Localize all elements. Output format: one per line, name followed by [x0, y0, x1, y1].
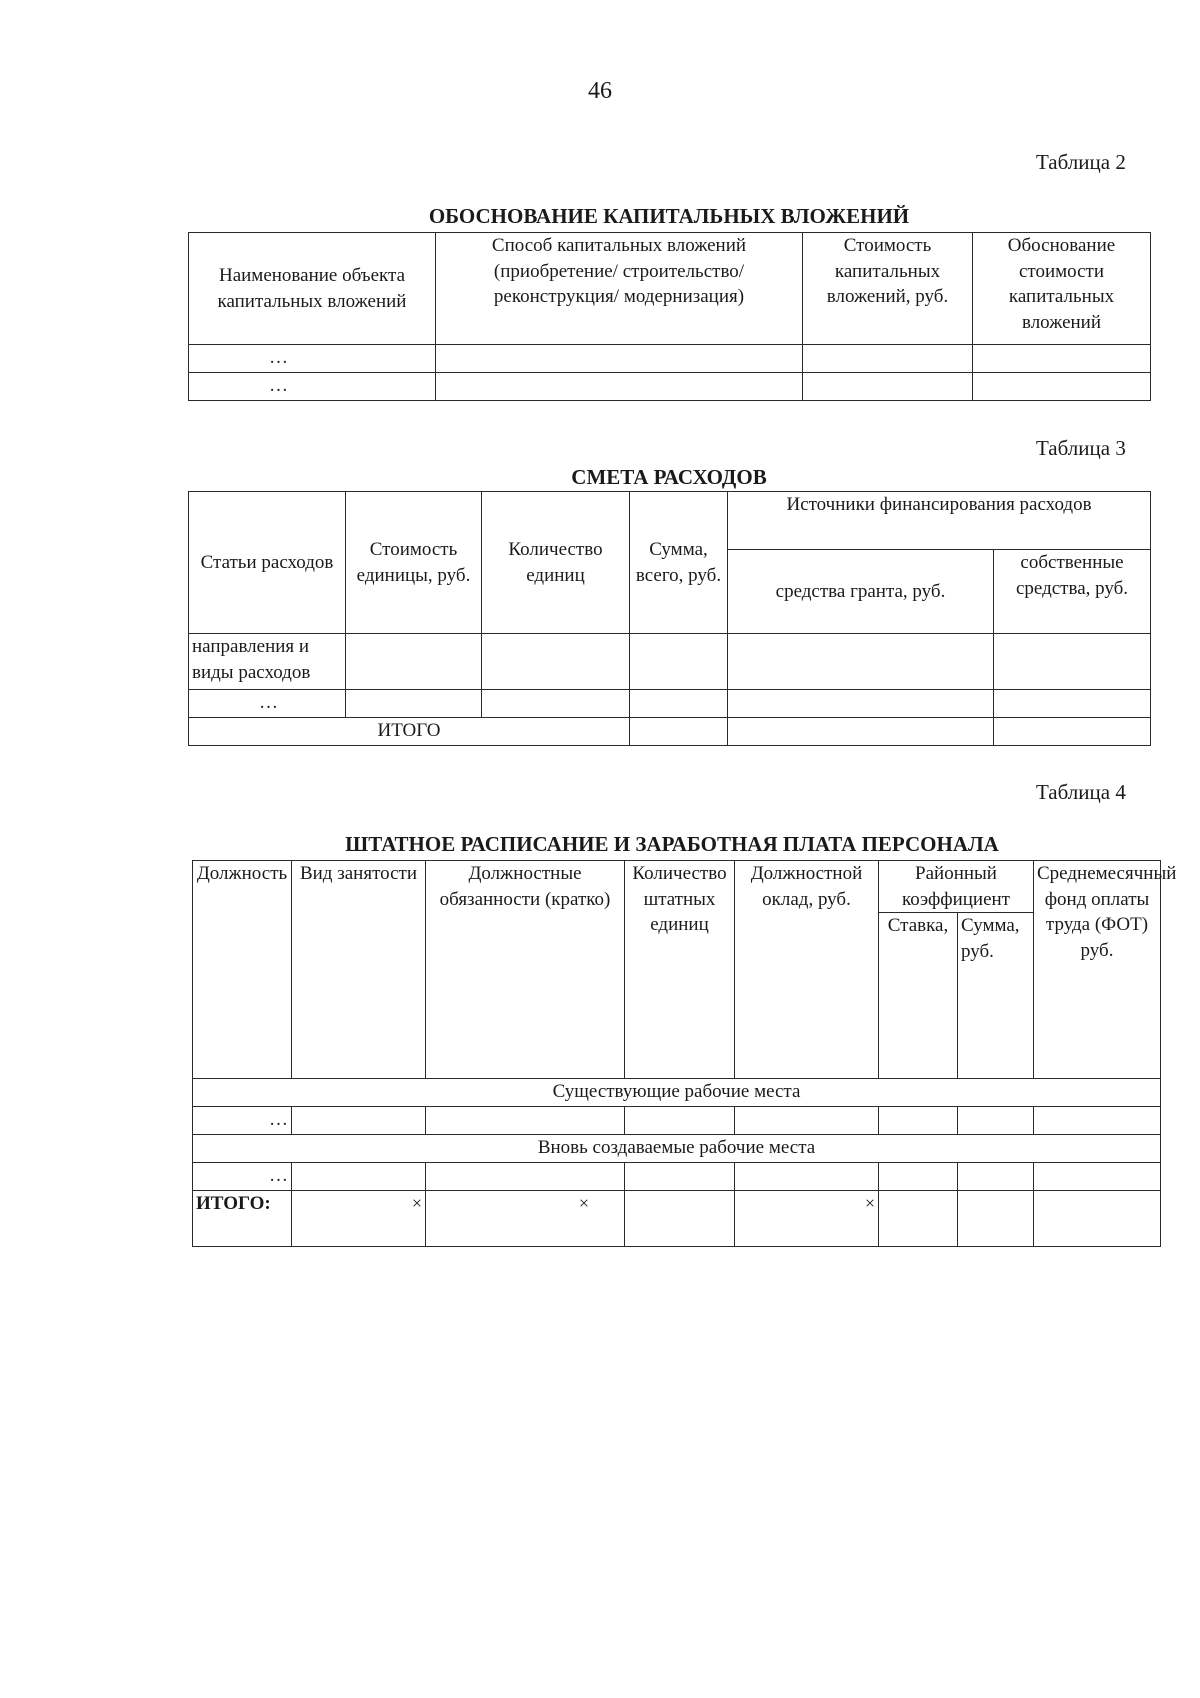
table-cell — [879, 1107, 958, 1135]
table-cell — [994, 718, 1151, 746]
table4-header-rate: Ставка, — [879, 913, 958, 1079]
table-cell — [735, 1163, 879, 1191]
table-cell — [1034, 1163, 1161, 1191]
table-cell — [973, 345, 1151, 373]
table4-header-duties: Должностные обязанности (кратко) — [426, 861, 625, 1079]
table-row — [193, 1107, 1161, 1135]
table3-header-unit-cost: Стоимость единицы, руб. — [346, 492, 482, 634]
table-cell — [346, 690, 482, 718]
table-row — [189, 373, 1151, 401]
table2-header-method: Способ капитальных вложений (приобретение/ строительство/реконструкция/ модернизация) — [436, 233, 803, 345]
table-cell — [973, 373, 1151, 401]
table-cell — [994, 690, 1151, 718]
table-total-row — [189, 718, 1151, 746]
table-cell — [426, 1107, 625, 1135]
table4-header-position: Должность — [193, 861, 292, 1079]
table4-header-row — [193, 861, 1161, 913]
table-cell — [625, 1163, 735, 1191]
table-cell — [292, 1107, 426, 1135]
table2-header-object: Наименование объекта капитальных вложений — [189, 233, 436, 345]
section-existing-label: Существующие рабочие места — [193, 1079, 1161, 1107]
table-cell — [1034, 1191, 1161, 1247]
table-cell — [630, 718, 728, 746]
page-number: 46 — [588, 78, 612, 104]
section-new-label: Вновь создаваемые рабочие места — [193, 1135, 1161, 1163]
table3-header-quantity: Количество единиц — [482, 492, 630, 634]
table-cell — [728, 718, 994, 746]
table-cell — [482, 690, 630, 718]
table3-header-items: Статьи расходов — [189, 492, 346, 634]
table-cell — [728, 634, 994, 690]
table-cell: … — [189, 373, 436, 401]
table-cell: … — [189, 690, 346, 718]
table-cell — [735, 1107, 879, 1135]
table-cell — [292, 1163, 426, 1191]
table-cell — [346, 634, 482, 690]
table3-header-sources: Источники финансирования расходов — [728, 492, 1151, 550]
table4-header-fund: Среднемесячный фонд оплаты труда (ФОТ) руб. — [1034, 861, 1161, 1079]
staffing-table — [192, 860, 1177, 1247]
table-cell: … — [193, 1163, 292, 1191]
table-cell: направления и виды расходов — [189, 634, 346, 690]
table3-title: СМЕТА РАСХОДОВ — [571, 465, 767, 489]
table-row — [189, 634, 1151, 690]
table4-header-regional: Районный коэффициент — [879, 861, 1034, 913]
table4-header-employment: Вид занятости — [292, 861, 426, 1079]
table-cell — [625, 1191, 735, 1247]
table4-total-label: ИТОГО: — [193, 1191, 292, 1247]
table-cell — [879, 1191, 958, 1247]
table2-header-cost: Стоимость капитальных вложений, руб. — [803, 233, 973, 345]
table4-section-new — [193, 1135, 1161, 1163]
table2-title: ОБОСНОВАНИЕ КАПИТАЛЬНЫХ ВЛОЖЕНИЙ — [428, 204, 910, 228]
table-cell — [958, 1107, 1034, 1135]
table-cell — [803, 345, 973, 373]
table-cell — [958, 1163, 1034, 1191]
expense-estimate-table — [188, 491, 1151, 746]
table-cell: … — [189, 345, 436, 373]
table3-header-own: собственные средства, руб. — [994, 550, 1151, 634]
table3-label: Таблица 3 — [1036, 436, 1126, 460]
table3-header-grant: средства гранта, руб. — [728, 550, 994, 634]
table3-header-row — [189, 492, 1151, 550]
table4-total-row — [193, 1191, 1161, 1247]
table-cell — [728, 690, 994, 718]
table-cell — [958, 1191, 1034, 1247]
table-cell — [630, 634, 728, 690]
cross-mark: × — [426, 1191, 625, 1247]
cross-mark: × — [292, 1191, 426, 1247]
table2-label: Таблица 2 — [1036, 150, 1126, 174]
table-cell: … — [193, 1107, 292, 1135]
table3-header-total: Сумма, всего, руб. — [630, 492, 728, 634]
table-cell — [482, 634, 630, 690]
table4-header-sum: Сумма, руб. — [958, 913, 1034, 1079]
table-row — [189, 690, 1151, 718]
table-cell — [426, 1163, 625, 1191]
table3-total-label: ИТОГО — [189, 718, 630, 746]
table2-header-justification: Обоснование стоимости капитальных вложений — [973, 233, 1151, 345]
table4-label: Таблица 4 — [1036, 780, 1126, 804]
table-cell — [1034, 1107, 1161, 1135]
table4-section-existing — [193, 1079, 1161, 1107]
table-cell — [879, 1163, 958, 1191]
table-cell — [630, 690, 728, 718]
table-cell — [994, 634, 1151, 690]
table4-header-salary: Должностной оклад, руб. — [735, 861, 879, 1079]
cross-mark: × — [735, 1191, 879, 1247]
table-cell — [436, 345, 803, 373]
table-row — [193, 1163, 1161, 1191]
capital-investments-table — [188, 232, 1151, 401]
table-cell — [803, 373, 973, 401]
table-row — [189, 345, 1151, 373]
table4-header-count: Количество штатных единиц — [625, 861, 735, 1079]
table-cell — [436, 373, 803, 401]
table2-header-row — [189, 233, 1151, 345]
table-cell — [625, 1107, 735, 1135]
table4-title: ШТАТНОЕ РАСПИСАНИЕ И ЗАРАБОТНАЯ ПЛАТА ПЕРСОНАЛА — [345, 832, 999, 856]
